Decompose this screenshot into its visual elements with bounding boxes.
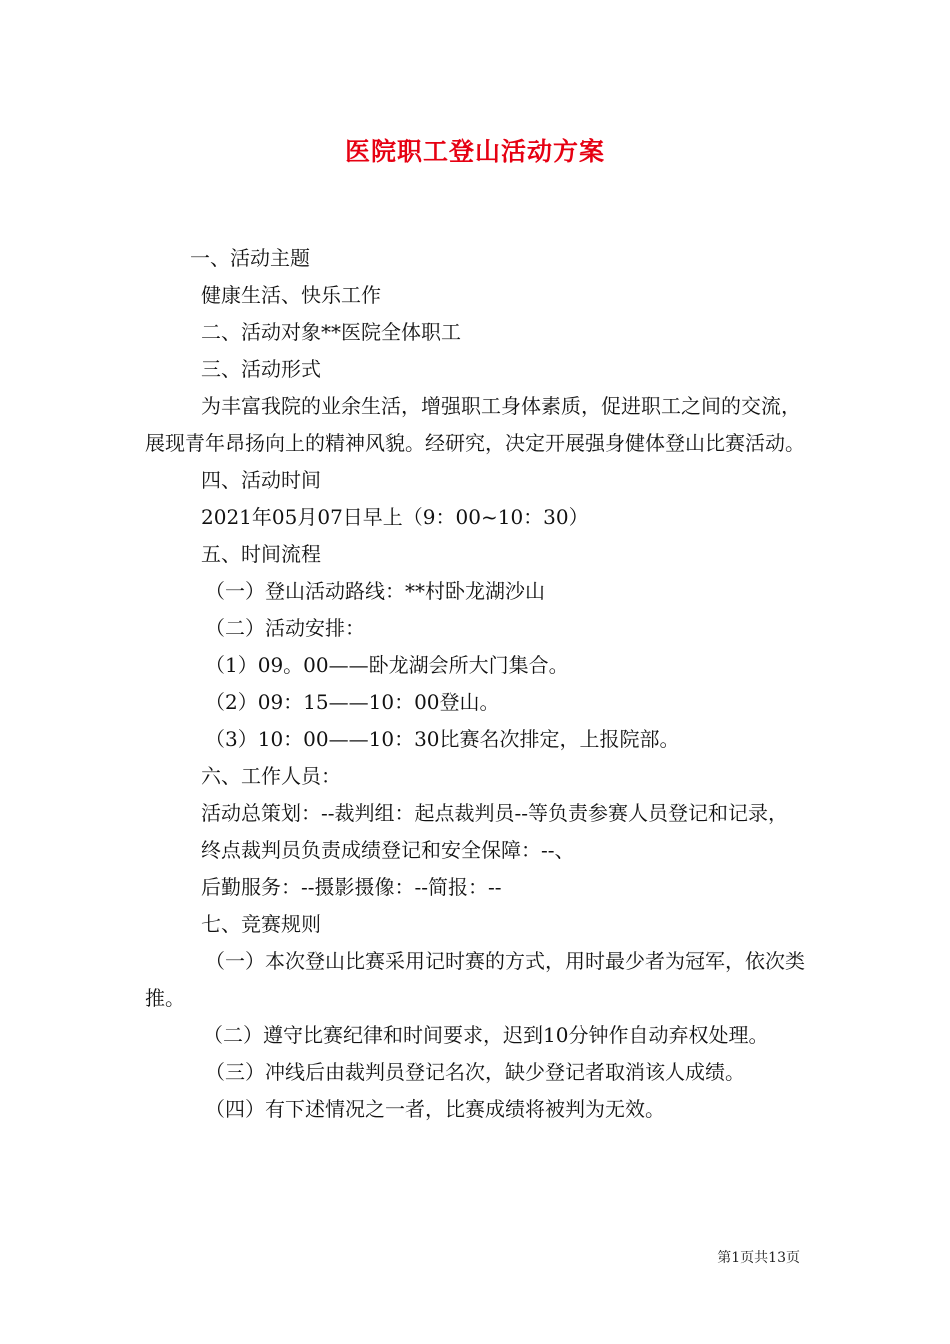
- paragraph-time: 2021年05月07日早上（9：00~10：30）: [201, 505, 589, 529]
- paragraph-form: 为丰富我院的业余生活，增强职工身体素质，促进职工之间的交流，展现青年昂扬向上的精神风貌。经研究，决定开展强身健体登山比赛活动。: [145, 394, 805, 455]
- schedule-item: （2）09：15——10：00登山。: [205, 690, 500, 714]
- section-heading-schedule: 五、时间流程: [201, 542, 321, 566]
- paragraph-route: （一）登山活动路线：**村卧龙湖沙山: [205, 579, 545, 603]
- paragraph-staff: 终点裁判员负责成绩登记和安全保障：--、: [201, 838, 575, 862]
- document-body: [145, 240, 810, 1128]
- section-heading-rules: 七、竞赛规则: [201, 912, 321, 936]
- paragraph-arrangement: （二）活动安排：: [205, 616, 365, 640]
- document-title: 医院职工登山活动方案: [344, 137, 605, 166]
- paragraph-staff: 活动总策划：--裁判组：起点裁判员--等负责参赛人员登记和记录，: [201, 801, 789, 825]
- rule-item: （一）本次登山比赛采用记时赛的方式，用时最少者为冠军，依次类推。: [145, 949, 805, 1010]
- rule-item: （四）有下述情况之一者，比赛成绩将被判为无效。: [205, 1097, 665, 1121]
- section-heading-theme: 一、活动主题: [190, 246, 310, 270]
- paragraph-staff: 后勤服务：--摄影摄像：--简报：--: [201, 875, 502, 899]
- section-heading-time: 四、活动时间: [201, 468, 321, 492]
- page-footer: 第1页共13页: [717, 1250, 800, 1266]
- section-heading-staff: 六、工作人员：: [201, 764, 341, 788]
- rule-item: （三）冲线后由裁判员登记名次，缺少登记者取消该人成绩。: [205, 1060, 745, 1084]
- section-heading-form: 三、活动形式: [201, 357, 321, 381]
- rule-item: （二）遵守比赛纪律和时间要求，迟到10分钟作自动弃权处理。: [203, 1023, 769, 1047]
- schedule-item: （3）10：00——10：30比赛名次排定，上报院部。: [205, 727, 680, 751]
- schedule-item: （1）09。00——卧龙湖会所大门集合。: [205, 653, 569, 677]
- section-heading-target: 二、活动对象**医院全体职工: [201, 320, 461, 344]
- paragraph-theme: 健康生活、快乐工作: [201, 283, 381, 307]
